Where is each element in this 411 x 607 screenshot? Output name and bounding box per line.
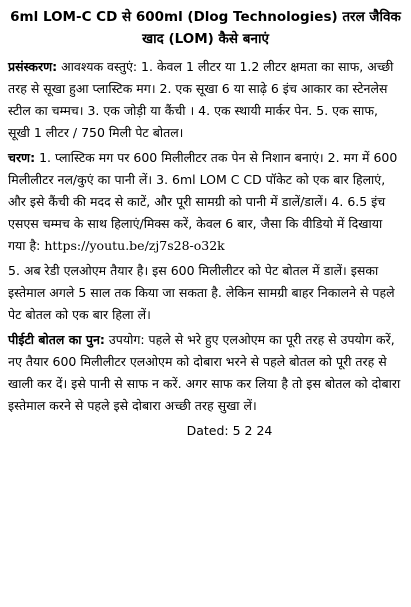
ready-text: 5. अब रेडी एलओएम तैयार है। इस 600 मिलीलीटर को पेट बोतल में डालें। इसका इस्तेमाल अगले 5 साल तक किया जा सकता है. लेकिन सामग्री बाहर निकालने से पहले पेट बोतल को एक बार हिला लें।: [8, 263, 395, 322]
reuse-text: उपयोग: पहले से भरे हुए एलओएम का पूरी तरह से उपयोग करें, नए तैयार 600 मिलीलीटर एलओएम को दोबारा भरने से पहले बोतल को पूरी तरह से खाली कर दें। इसे पानी से साफ न करें. अगर साफ कर लिया है तो इस बोतल को दोबारा इस्तेमाल करने से पहले इसे दोबारा अच्छी तरह सुखा लें।: [8, 332, 401, 413]
preparation-label: प्रसंस्करण:: [8, 59, 58, 74]
document-title: 6ml LOM-C CD से 600ml (Dlog Technologies) तरल जैविक खाद (LOM) कैसे बनाएं: [10, 9, 401, 47]
reuse-label: पीईटी बोतल का पुन:: [8, 332, 105, 347]
dated-line: Dated: 5 2 24: [186, 423, 273, 438]
video-link[interactable]: https://youtu.be/zj7s28-o32k: [44, 238, 225, 253]
steps-text: 1. प्लास्टिक मग पर 600 मिलीलीटर तक पेन से निशान बनाएं। 2. मग में 600 मिलीलीटर नल/कुएं का पानी लें। 3. 6ml LOM C CD पॉकेट को एक बार हिलाएं, और इसे कैंची की मदद से काटें, और पूरी सामग्री को पानी में डालें/डालें। 4. 6.5 इंच एसएस चम्मच के साथ हिलाएं/मिक्स करें, केवल 6 बार, जैसा कि वीडियो में दिखाया गया है:: [8, 150, 398, 253]
preparation-paragraph: [8, 56, 403, 144]
preparation-text: आवश्यक वस्तुएं: 1. केवल 1 लीटर या 1.2 लीटर क्षमता का साफ, अच्छी तरह से सूखा हुआ प्लास्टिक मग। 2. एक सूखा 6 या साढ़े 6 इंच आकार का स्टेनलेस स्टील का चम्मच। 3. एक जोड़ी या कैंची । 4. एक स्थायी मार्कर पेन. 5. एक साफ, सूखी 1 लीटर / 750 मिली पेट बोतल।: [8, 59, 394, 140]
steps-paragraph: [8, 147, 403, 257]
reuse-paragraph: [8, 329, 403, 417]
ready-paragraph: [8, 260, 403, 326]
steps-label: चरण:: [8, 150, 36, 165]
